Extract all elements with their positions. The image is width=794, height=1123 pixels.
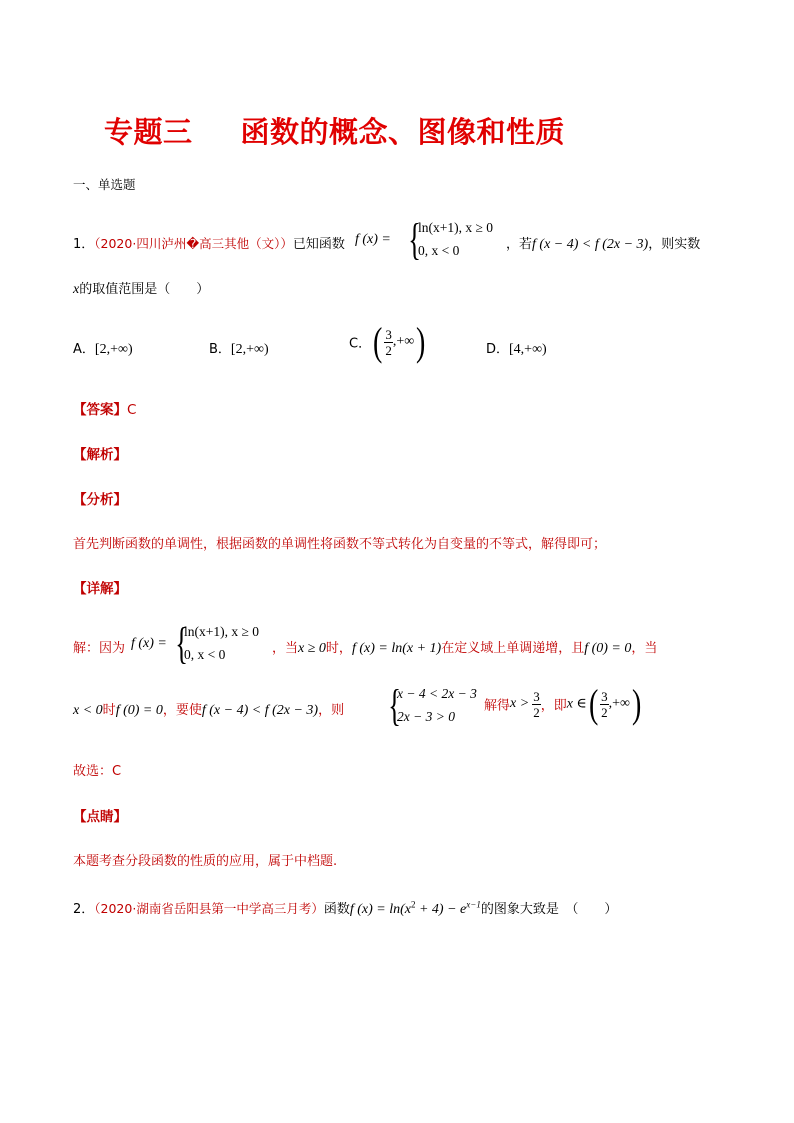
option-c-denominator: 2 <box>385 342 392 358</box>
q2-source: （2020·湖南省岳阳县第一中学高三月考） <box>94 901 324 916</box>
detail-label: 【详解】 <box>73 581 127 597</box>
answer-value: C <box>127 402 137 418</box>
title-part-1: 专题三 <box>104 115 193 149</box>
detail-l2-result <box>484 681 643 726</box>
dianjing-text: 本题考查分段函数的性质的应用，属于中档题. <box>73 854 338 869</box>
option-a[interactable] <box>73 338 133 358</box>
q1-intro: 已知函数 <box>292 237 345 252</box>
detail-l2-start <box>73 699 344 719</box>
q1-cond-expr: f (x − 4) < f (2x − 3) <box>532 237 649 252</box>
detail-l1-a: 解：因为 <box>73 641 126 656</box>
q1-line2-var: x <box>73 282 80 297</box>
detail-l2-ineq: f (x − 4) < f (2x − 3) <box>201 703 319 718</box>
q1-case-1: ln(x+1), x ≥ 0 <box>418 220 494 235</box>
detail-l2-d: 解得 <box>484 698 511 714</box>
detail-l2-x: x > <box>510 696 530 711</box>
option-b-label: B． <box>209 342 231 357</box>
choose-value: C <box>112 764 122 779</box>
detail-l2-xin: x ∈ <box>566 696 587 712</box>
option-d[interactable] <box>486 338 547 358</box>
q2-post: 的图象大致是 （ ） <box>480 902 618 917</box>
title-part-2: 函数的概念、图像和性质 <box>240 115 566 149</box>
option-c[interactable] <box>349 319 428 364</box>
option-c-numerator: 3 <box>385 326 392 342</box>
detail-l2-c: ，则 <box>318 703 345 718</box>
detail-l2-denominator: 2 <box>533 704 540 720</box>
detail-case-2: 0, x < 0 <box>184 647 226 662</box>
answer-line <box>73 398 136 418</box>
detail-open-paren: ( <box>588 681 599 726</box>
q1-line2-text: 的取值范围是（ ） <box>79 282 210 297</box>
detail-l2-b: ，要使 <box>162 703 202 718</box>
detail-interval-numerator: 3 <box>601 688 608 704</box>
detail-l1-b: ，当 <box>272 641 299 656</box>
option-c-fraction <box>384 327 393 358</box>
q1-cond-pre: ，若 <box>506 237 533 252</box>
q1-fx: f (x) = <box>355 232 391 247</box>
detail-l1-eq: f (x) = ln(x + 1) <box>351 641 442 656</box>
detail-interval-fraction <box>600 689 609 720</box>
option-b-value: [2,+∞) <box>230 342 269 357</box>
q1-line-2 <box>73 278 209 298</box>
system-brace: { <box>388 681 401 730</box>
detail-l2-cond: x < 0 <box>73 703 103 718</box>
detail-l2-e: ，即 <box>540 698 567 714</box>
q1-case-2: 0, x < 0 <box>418 243 460 258</box>
detail-l1-cond: x ≥ 0 <box>298 641 326 656</box>
detail-l1-rest <box>272 637 657 657</box>
option-a-label: A． <box>73 342 95 357</box>
detail-l2-f0: f (0) = 0 <box>115 703 163 718</box>
option-b[interactable] <box>209 338 269 358</box>
detail-interval-tail: ,+∞ <box>608 696 630 711</box>
fenxi-label: 【分析】 <box>73 492 127 508</box>
q2-fx: f (x) = ln(x <box>349 902 411 917</box>
dianjing-label: 【点睛】 <box>73 809 127 825</box>
detail-l2-numerator: 3 <box>533 688 540 704</box>
q1-source: （2020·四川泸州�高三其他（文）） <box>94 236 293 251</box>
detail-l2-fraction <box>532 689 541 720</box>
detail-interval-denominator: 2 <box>601 704 608 720</box>
q1-cond-post: ，则实数 <box>648 237 701 252</box>
page-title <box>104 110 565 151</box>
q1-number: 1． <box>73 237 95 252</box>
option-c-open-paren: ( <box>373 319 383 364</box>
detail-brace: { <box>175 619 188 668</box>
detail-l1-f0: f (0) = 0 <box>584 641 632 656</box>
analysis-label: 【解析】 <box>73 447 127 463</box>
option-a-value: [2,+∞) <box>94 342 133 357</box>
option-c-tail: ,+∞ <box>392 334 415 349</box>
detail-close-paren: ) <box>631 681 642 726</box>
detail-l1-c: 时， <box>325 641 352 656</box>
system-eq-1: x − 4 < 2x − 3 <box>397 686 477 701</box>
q2-line <box>73 898 617 918</box>
option-d-value: [4,+∞) <box>509 342 547 357</box>
detail-case-1: ln(x+1), x ≥ 0 <box>184 624 260 639</box>
q1-brace: { <box>408 215 421 264</box>
fenxi-text: 首先判断函数的单调性，根据函数的单调性将函数不等式转化为自变量的不等式，解得即可； <box>73 537 607 552</box>
q2-number: 2． <box>73 902 95 917</box>
section-heading: 一、单选题 <box>73 177 136 192</box>
detail-l1-d: 在定义域上单调递增，且 <box>441 641 585 656</box>
option-c-label: C． <box>349 336 372 352</box>
q2-exponent: x−1 <box>466 899 481 910</box>
answer-label: 【答案】 <box>73 402 127 418</box>
option-c-close-paren: ) <box>416 319 426 364</box>
q1-condition <box>506 233 700 253</box>
q2-square: 2 <box>410 899 416 910</box>
q2-intro: 函数 <box>323 902 350 917</box>
choose-line <box>73 760 121 779</box>
choose-label: 故选： <box>73 764 113 779</box>
detail-l1-fx: f (x) = <box>131 636 167 651</box>
detail-l1-e: ，当 <box>631 641 658 656</box>
system-eq-2: 2x − 3 > 0 <box>397 709 455 724</box>
option-d-label: D． <box>486 342 510 357</box>
q2-mid: + 4) − e <box>415 902 467 917</box>
q1-line-1 <box>73 233 345 252</box>
detail-l2-a: 时 <box>102 703 116 718</box>
